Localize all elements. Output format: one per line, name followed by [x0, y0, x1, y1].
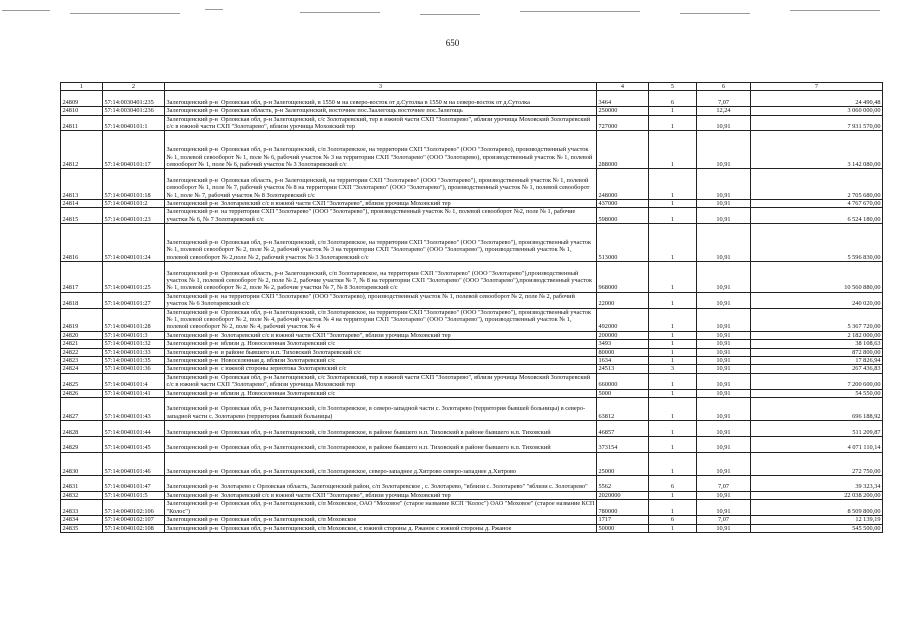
- cadastral-number: 57:14:0040101:4: [103, 373, 165, 389]
- cadastral-number: 57:14:0040102:107: [103, 516, 165, 524]
- category-code: 1: [649, 107, 697, 115]
- location-description: [165, 524, 597, 532]
- address-text: Золотарево с Орловская область, Залегощенский район, с/п Золотаревское , с. Золотарево, "вблизи с. Золотарево" "вблизи с. Золотарево": [220, 483, 588, 491]
- location-description: [165, 208, 597, 224]
- location-description: [165, 491, 597, 499]
- row-number: 24810: [61, 107, 103, 115]
- cadastral-number: 57:14:0040101:24: [103, 224, 165, 262]
- address-text: Орловская обл, р-н Залегощенский, с/с Золотаревский, тер в южной части СХП "Золотарево", вблизи урочища Моховский Золотаревский с/с в южной части СХП "Золотарево", вблизи урочища Моховский тер: [166, 373, 591, 389]
- cadastral-number: 57:14:0040101:45: [103, 437, 165, 453]
- region-label: Залегощенский р-н: [166, 389, 218, 397]
- region-label: Залегощенский р-н: [166, 500, 218, 508]
- area-value: 373154: [597, 437, 649, 453]
- unit-value: 10,91: [697, 348, 751, 356]
- cadastral-number: 57:14:0030401:235: [103, 91, 165, 107]
- location-description: [165, 224, 597, 262]
- region-label: Залегощенский р-н: [166, 373, 218, 381]
- area-value: 492000: [597, 308, 649, 331]
- address-text: Золотаревский с/с в южной части СХП "Золотарево", вблизи урочища Моховский тер: [220, 200, 451, 208]
- region-label: Залегощенский р-н: [166, 107, 218, 115]
- unit-value: 10,91: [697, 208, 751, 224]
- address-text: на территории СХП "Золотарево" (ООО "Золотарево"), производственный участок № 1, полевой севооборот №2, поле № 1, рабочие участки № 6, № 7 Золотаревский с/с: [166, 208, 576, 223]
- address-text: Орловская обл, р-н Залегощенский, с/п Золотаревское, на территории СХП "Золотарево" (ООО "Золотарево"), производственный участок № 1, полевой севооборот № 2, поле № 2, рабочий участок № 3 на территории СХП "Золотарево" (ООО "Золотарево"), производственный участок № 1, полевой севооборот № 2,поле № 2, рабочий участок № 3 Золотаревский с/с: [166, 239, 592, 261]
- address-text: Золотаревский с/с в южной части СХП "Золотарево", вблизи урочища Моховский тер: [220, 491, 451, 499]
- address-text: Орловская область, р-н Залегощенский, на территории СХП "Золотарево" (ООО "Золотарево"), производственный участок № 1, полевой севооборот № 1, поле № 7, рабочий участок № 8 на территории СХП "Золотарево" (ООО "Золотарево"), производственный участок № 1, полевой севооборот № 1, поле № 7, рабочий участок № 8 Золотаревский с/с: [166, 176, 590, 199]
- category-code: 1: [649, 292, 697, 308]
- cadastral-value: 7 931 570,00: [751, 115, 883, 131]
- category-code: 1: [649, 389, 697, 397]
- address-text: Орловская обл, р-н Залегощенский, с/п Золотаревское, в районе бывшего н.п. Тиховский в районе бывшего н.п. Тиховский: [220, 428, 551, 436]
- region-label: Залегощенский р-н: [166, 444, 218, 452]
- unit-value: 10,91: [697, 115, 751, 131]
- location-description: [165, 365, 597, 373]
- region-label: Залегощенский р-н: [166, 348, 218, 356]
- location-description: [165, 262, 597, 293]
- cadastral-number: 57:14:0040101:17: [103, 131, 165, 169]
- region-label: Залегощенский р-н: [166, 200, 218, 208]
- column-header: 3: [165, 83, 597, 91]
- location-description: [165, 91, 597, 107]
- category-code: 6: [649, 91, 697, 107]
- area-value: 63812: [597, 398, 649, 421]
- table-row: [61, 169, 883, 200]
- category-code: 1: [649, 224, 697, 262]
- location-description: [165, 398, 597, 421]
- address-text: Орловская обл, р-н Залегощенский, с/п Моховское, с южной стороны д. Ржаное с южной стороны д. Ржаное: [220, 524, 512, 532]
- row-number: 24819: [61, 308, 103, 331]
- location-description: [165, 340, 597, 348]
- area-value: 5000: [597, 389, 649, 397]
- row-number: 24824: [61, 365, 103, 373]
- area-value: 250000: [597, 107, 649, 115]
- cadastral-value: 696 188,92: [751, 398, 883, 421]
- address-text: Новоселенная д. вблизи Золотаревский с/с: [220, 357, 336, 365]
- table-row: [61, 389, 883, 397]
- row-number: 24813: [61, 169, 103, 200]
- address-text: Орловская обл, р-н Залегощенский, с/п Моховское: [220, 516, 357, 524]
- region-label: Залегощенский р-н: [166, 292, 218, 300]
- region-label: Залегощенский р-н: [166, 340, 218, 348]
- cadastral-value: 2 705 680,00: [751, 169, 883, 200]
- location-description: [165, 476, 597, 492]
- location-description: [165, 373, 597, 389]
- location-description: [165, 107, 597, 115]
- area-value: 968000: [597, 262, 649, 293]
- cadastral-value: 39 323,34: [751, 476, 883, 492]
- location-description: [165, 292, 597, 308]
- table-row: [61, 91, 883, 107]
- area-value: 25000: [597, 452, 649, 475]
- cadastral-value: 3 142 080,00: [751, 131, 883, 169]
- category-code: 3: [649, 365, 697, 373]
- row-number: 24830: [61, 452, 103, 475]
- table-row: [61, 224, 883, 262]
- table-row: [61, 476, 883, 492]
- unit-value: 10,91: [697, 169, 751, 200]
- cadastral-number: 57:14:0040101:2: [103, 200, 165, 208]
- category-code: 1: [649, 340, 697, 348]
- category-code: 1: [649, 308, 697, 331]
- category-code: 6: [649, 516, 697, 524]
- cadastral-number: 57:14:0040101:23: [103, 208, 165, 224]
- row-number: 24816: [61, 224, 103, 262]
- cadastral-value: 545 500,00: [751, 524, 883, 532]
- address-text: с южной стороны зернотока Золотаревский с/с: [220, 365, 347, 373]
- table-row: [61, 500, 883, 516]
- area-value: 248000: [597, 169, 649, 200]
- area-value: 660000: [597, 373, 649, 389]
- region-label: Залегощенский р-н: [166, 483, 218, 491]
- row-number: 24812: [61, 131, 103, 169]
- category-code: 6: [649, 476, 697, 492]
- category-code: 1: [649, 421, 697, 437]
- cadastral-value: 5 367 720,00: [751, 308, 883, 331]
- scan-artifacts: [0, 6, 905, 20]
- table-row: [61, 208, 883, 224]
- unit-value: 10,91: [697, 437, 751, 453]
- category-code: 1: [649, 208, 697, 224]
- unit-value: 10,91: [697, 200, 751, 208]
- unit-value: 10,91: [697, 524, 751, 532]
- row-number: 24829: [61, 437, 103, 453]
- region-label: Залегощенский р-н: [166, 428, 218, 436]
- address-text: Орловская обл, р-н Залегощенский, с/п Золотаревское, на территории СХП "Золотарево" (ООО "Золотарево), производственный участок № 1, полевой севооборот № 1, поле № 6, рабочий участок № 3 на территории СХП "Золотарево" (ООО "Золотарево), производственный участок № 1, полевой севооборот № 1, поле № 6, рабочий участок № 3 Золотаревский с/с: [166, 146, 593, 169]
- unit-value: 10,91: [697, 357, 751, 365]
- unit-value: 7,07: [697, 91, 751, 107]
- unit-value: 10,91: [697, 308, 751, 331]
- cadastral-number: 57:14:0040101:46: [103, 452, 165, 475]
- cadastral-value: 5 596 830,00: [751, 224, 883, 262]
- land-registry-table: [60, 82, 883, 533]
- column-header: 7: [751, 83, 883, 91]
- area-value: 1634: [597, 357, 649, 365]
- region-label: Залегощенский р-н: [166, 269, 218, 277]
- cadastral-value: 6 524 180,00: [751, 208, 883, 224]
- unit-value: 10,91: [697, 452, 751, 475]
- location-description: [165, 500, 597, 516]
- region-label: Залегощенский р-н: [166, 405, 218, 413]
- table-row: [61, 340, 883, 348]
- cadastral-number: 57:14:0040101:43: [103, 398, 165, 421]
- row-number: 24834: [61, 516, 103, 524]
- row-number: 24820: [61, 331, 103, 339]
- address-text: в районе бывшего н.п. Тиховский Золотаревский с/с: [220, 348, 362, 356]
- table-row: [61, 357, 883, 365]
- location-description: [165, 516, 597, 524]
- cadastral-value: 872 800,00: [751, 348, 883, 356]
- location-description: [165, 169, 597, 200]
- cadastral-value: 3 060 000,00: [751, 107, 883, 115]
- category-code: 1: [649, 452, 697, 475]
- cadastral-number: 57:14:0030401:236: [103, 107, 165, 115]
- address-text: вблизи д. Новоселенная Золотаревский с/с: [220, 340, 336, 348]
- address-text: Золотаревский с/с в южной части СХП "Золотарево", вблизи урочища Моховский тер: [220, 331, 451, 339]
- unit-value: 10,91: [697, 131, 751, 169]
- table-row: [61, 131, 883, 169]
- cadastral-value: 24 490,48: [751, 91, 883, 107]
- table-row: [61, 398, 883, 421]
- location-description: [165, 308, 597, 331]
- cadastral-number: 57:14:0040101:36: [103, 365, 165, 373]
- cadastral-value: 8 509 800,00: [751, 500, 883, 516]
- location-description: [165, 115, 597, 131]
- location-description: [165, 389, 597, 397]
- table-row: [61, 308, 883, 331]
- row-number: 24815: [61, 208, 103, 224]
- column-header: 5: [649, 83, 697, 91]
- row-number: 24833: [61, 500, 103, 516]
- region-label: Залегощенский р-н: [166, 331, 218, 339]
- row-number: 24827: [61, 398, 103, 421]
- table-row: [61, 115, 883, 131]
- location-description: [165, 437, 597, 453]
- cadastral-number: 57:14:0040101:25: [103, 262, 165, 293]
- location-description: [165, 357, 597, 365]
- cadastral-number: 57:14:0040101:3: [103, 331, 165, 339]
- cadastral-number: 57:14:0040101:44: [103, 421, 165, 437]
- area-value: 288000: [597, 131, 649, 169]
- row-number: 24831: [61, 476, 103, 492]
- unit-value: 10,91: [697, 373, 751, 389]
- cadastral-number: 57:14:0040102:108: [103, 524, 165, 532]
- area-value: 1717: [597, 516, 649, 524]
- area-value: 24513: [597, 365, 649, 373]
- region-label: Залегощенский р-н: [166, 467, 218, 475]
- address-text: Орловская обл, р-н Залегощенский, с/п Золотаревское, в северо-западной части с. Золотарево (территория бывшей больницы) в северо-западной части с. Золотарево (территория бывшей больницы): [166, 405, 586, 420]
- unit-value: 10,91: [697, 224, 751, 262]
- unit-value: 10,91: [697, 491, 751, 499]
- address-text: Орловская обл, р-н Залегощенский, с/п Золотаревское, в районе бывшего н.п. Тиховский в районе бывшего н.п. Тиховский: [220, 444, 551, 452]
- table-row: [61, 452, 883, 475]
- location-description: [165, 348, 597, 356]
- row-number: 24826: [61, 389, 103, 397]
- row-number: 24818: [61, 292, 103, 308]
- column-header: 1: [61, 83, 103, 91]
- unit-value: 10,91: [697, 389, 751, 397]
- area-value: 22000: [597, 292, 649, 308]
- category-code: 1: [649, 500, 697, 516]
- region-label: Залегощенский р-н: [166, 491, 218, 499]
- cadastral-value: 22 038 200,00: [751, 491, 883, 499]
- cadastral-value: 10 560 880,00: [751, 262, 883, 293]
- row-number: 24821: [61, 340, 103, 348]
- area-value: 50000: [597, 524, 649, 532]
- cadastral-number: 57:14:0040101:41: [103, 389, 165, 397]
- table-row: [61, 516, 883, 524]
- cadastral-value: 2 182 000,00: [751, 331, 883, 339]
- unit-value: 10,91: [697, 421, 751, 437]
- category-code: 1: [649, 200, 697, 208]
- address-text: Орловская обл, р-н Залегощенский, в 1550 м на северо-восток от д.Сутолка в 1550 м на северо-восток от д.Сутолка: [220, 98, 530, 106]
- region-label: Залегощенский р-н: [166, 357, 218, 365]
- location-description: [165, 331, 597, 339]
- category-code: 1: [649, 437, 697, 453]
- row-number: 24814: [61, 200, 103, 208]
- row-number: 24809: [61, 91, 103, 107]
- table-row: [61, 348, 883, 356]
- table-row: [61, 421, 883, 437]
- region-label: Залегощенский р-н: [166, 115, 218, 123]
- cadastral-number: 57:14:0040101:35: [103, 357, 165, 365]
- address-text: Орловская обл, р-н Залегощенский, с/п Моховское, ОАО "Моховое" (старое название КСП "Колос") ОАО "Моховое" (старое название КСП "Колос"): [166, 500, 595, 515]
- location-description: [165, 452, 597, 475]
- table-row: [61, 200, 883, 208]
- address-text: Орловская область, р-н Залегощенский, восточнее пос.Заалегощь восточнее пос.Залегощь: [220, 107, 463, 115]
- page-number: 650: [445, 38, 460, 48]
- category-code: 1: [649, 169, 697, 200]
- location-description: [165, 200, 597, 208]
- area-value: 80000: [597, 348, 649, 356]
- row-number: 24811: [61, 115, 103, 131]
- category-code: 1: [649, 491, 697, 499]
- row-number: 24835: [61, 524, 103, 532]
- cadastral-value: 54 550,00: [751, 389, 883, 397]
- area-value: 437000: [597, 200, 649, 208]
- cadastral-value: 4 767 670,00: [751, 200, 883, 208]
- area-value: 46857: [597, 421, 649, 437]
- address-text: Орловская обл, р-н Залегощенский, с/п Золотаревское, северо-западнее д.Хитрово северо-западнее д.Хитрово: [220, 467, 517, 475]
- category-code: 1: [649, 524, 697, 532]
- cadastral-number: 57:14:0040101:18: [103, 169, 165, 200]
- header-row: [61, 83, 883, 91]
- cadastral-value: 511 209,87: [751, 421, 883, 437]
- category-code: 1: [649, 357, 697, 365]
- column-header: 4: [597, 83, 649, 91]
- region-label: Залегощенский р-н: [166, 176, 218, 184]
- unit-value: 12,24: [697, 107, 751, 115]
- area-value: 3493: [597, 340, 649, 348]
- category-code: 1: [649, 398, 697, 421]
- cadastral-value: 7 200 600,00: [751, 373, 883, 389]
- category-code: 1: [649, 262, 697, 293]
- table-row: [61, 437, 883, 453]
- area-value: 513000: [597, 224, 649, 262]
- row-number: 24817: [61, 262, 103, 293]
- unit-value: 10,91: [697, 365, 751, 373]
- unit-value: 10,91: [697, 292, 751, 308]
- cadastral-number: 57:14:0040101:28: [103, 308, 165, 331]
- region-label: Залегощенский р-н: [166, 516, 218, 524]
- category-code: 1: [649, 373, 697, 389]
- table-row: [61, 292, 883, 308]
- cadastral-value: 272 750,00: [751, 452, 883, 475]
- table-row: [61, 524, 883, 532]
- table-row: [61, 262, 883, 293]
- table-row: [61, 491, 883, 499]
- row-number: 24832: [61, 491, 103, 499]
- category-code: 1: [649, 331, 697, 339]
- cadastral-number: 57:14:0040101:32: [103, 340, 165, 348]
- cadastral-value: 17 826,94: [751, 357, 883, 365]
- category-code: 1: [649, 131, 697, 169]
- unit-value: 10,91: [697, 500, 751, 516]
- category-code: 1: [649, 115, 697, 131]
- region-label: Залегощенский р-н: [166, 365, 218, 373]
- unit-value: 10,91: [697, 331, 751, 339]
- address-text: Орловская обл, р-н Залегощенский, с/п Золотаревское, на территории СХП "Золотарево" (ООО "Золотарево"), производственный участок № 1, полевой севооборот № 2, поле № 4, рабочий участок № 4 на территории СХП "Золотарево" (ООО "Золотарево"), производственный участок № 1, полевой севооборот № 2, поле № 4, рабочий участок № 4: [166, 308, 592, 331]
- area-value: 598000: [597, 208, 649, 224]
- cadastral-number: 57:14:0040101:47: [103, 476, 165, 492]
- region-label: Залегощенский р-н: [166, 524, 218, 532]
- area-value: 3464: [597, 91, 649, 107]
- row-number: 24823: [61, 357, 103, 365]
- column-header: 6: [697, 83, 751, 91]
- address-text: Орловская область, р-н Залегощенский, с/п Золотаревское, на территории СХП "Золотарево" (ООО "Золотарево"),производственный участок № 1, полевой севооборот № 2, поле № 2, рабочие участки № 7, № 8 на территории СХП "Золотарево" (ООО "Золотарево"),производственный участок № 1, полевой севооборот № 2, поле № 2, рабочие участки № 7, № 8 Золотаревский с/с: [166, 269, 593, 292]
- address-text: Орловская обл, р-н Залегощенский, с/с Золотаревский, тер в южной части СХП "Золотарево", вблизи урочища Моховский Золотаревский с/с в южной части СХП "Золотарево", вблизи урочища Моховский тер: [166, 115, 591, 131]
- region-label: Залегощенский р-н: [166, 239, 218, 247]
- location-description: [165, 421, 597, 437]
- location-description: [165, 131, 597, 169]
- unit-value: 10,91: [697, 398, 751, 421]
- table-row: [61, 365, 883, 373]
- column-header: 2: [103, 83, 165, 91]
- region-label: Залегощенский р-н: [166, 146, 218, 154]
- region-label: Залегощенский р-н: [166, 308, 218, 316]
- cadastral-number: 57:14:0040102:106: [103, 500, 165, 516]
- region-label: Залегощенский р-н: [166, 208, 218, 216]
- category-code: 1: [649, 348, 697, 356]
- row-number: 24828: [61, 421, 103, 437]
- address-text: вблизи д. Новоселенная Золотаревский с/с: [220, 389, 336, 397]
- cadastral-number: 57:14:0040101:33: [103, 348, 165, 356]
- unit-value: 10,91: [697, 340, 751, 348]
- area-value: 200000: [597, 331, 649, 339]
- area-value: 5562: [597, 476, 649, 492]
- area-value: 780000: [597, 500, 649, 516]
- cadastral-value: 12 139,19: [751, 516, 883, 524]
- cadastral-value: 267 436,83: [751, 365, 883, 373]
- table-row: [61, 107, 883, 115]
- cadastral-number: 57:14:0040101:1: [103, 115, 165, 131]
- table-row: [61, 331, 883, 339]
- row-number: 24822: [61, 348, 103, 356]
- table-row: [61, 373, 883, 389]
- cadastral-number: 57:14:0040101:27: [103, 292, 165, 308]
- cadastral-value: 240 020,00: [751, 292, 883, 308]
- unit-value: 10,91: [697, 262, 751, 293]
- cadastral-number: 57:14:0040101:5: [103, 491, 165, 499]
- region-label: Залегощенский р-н: [166, 98, 218, 106]
- area-value: 2020000: [597, 491, 649, 499]
- table-body: [61, 91, 883, 533]
- area-value: 727000: [597, 115, 649, 131]
- unit-value: 7,07: [697, 516, 751, 524]
- address-text: на территории СХП "Золотарево" (ООО "Золотарево), производственный участок № 1, полевой севооборот № 2, поле № 2, рабочий участок № 6 Золотаревский с/с: [166, 292, 575, 308]
- unit-value: 7,07: [697, 476, 751, 492]
- cadastral-value: 38 108,63: [751, 340, 883, 348]
- cadastral-value: 4 071 110,14: [751, 437, 883, 453]
- row-number: 24825: [61, 373, 103, 389]
